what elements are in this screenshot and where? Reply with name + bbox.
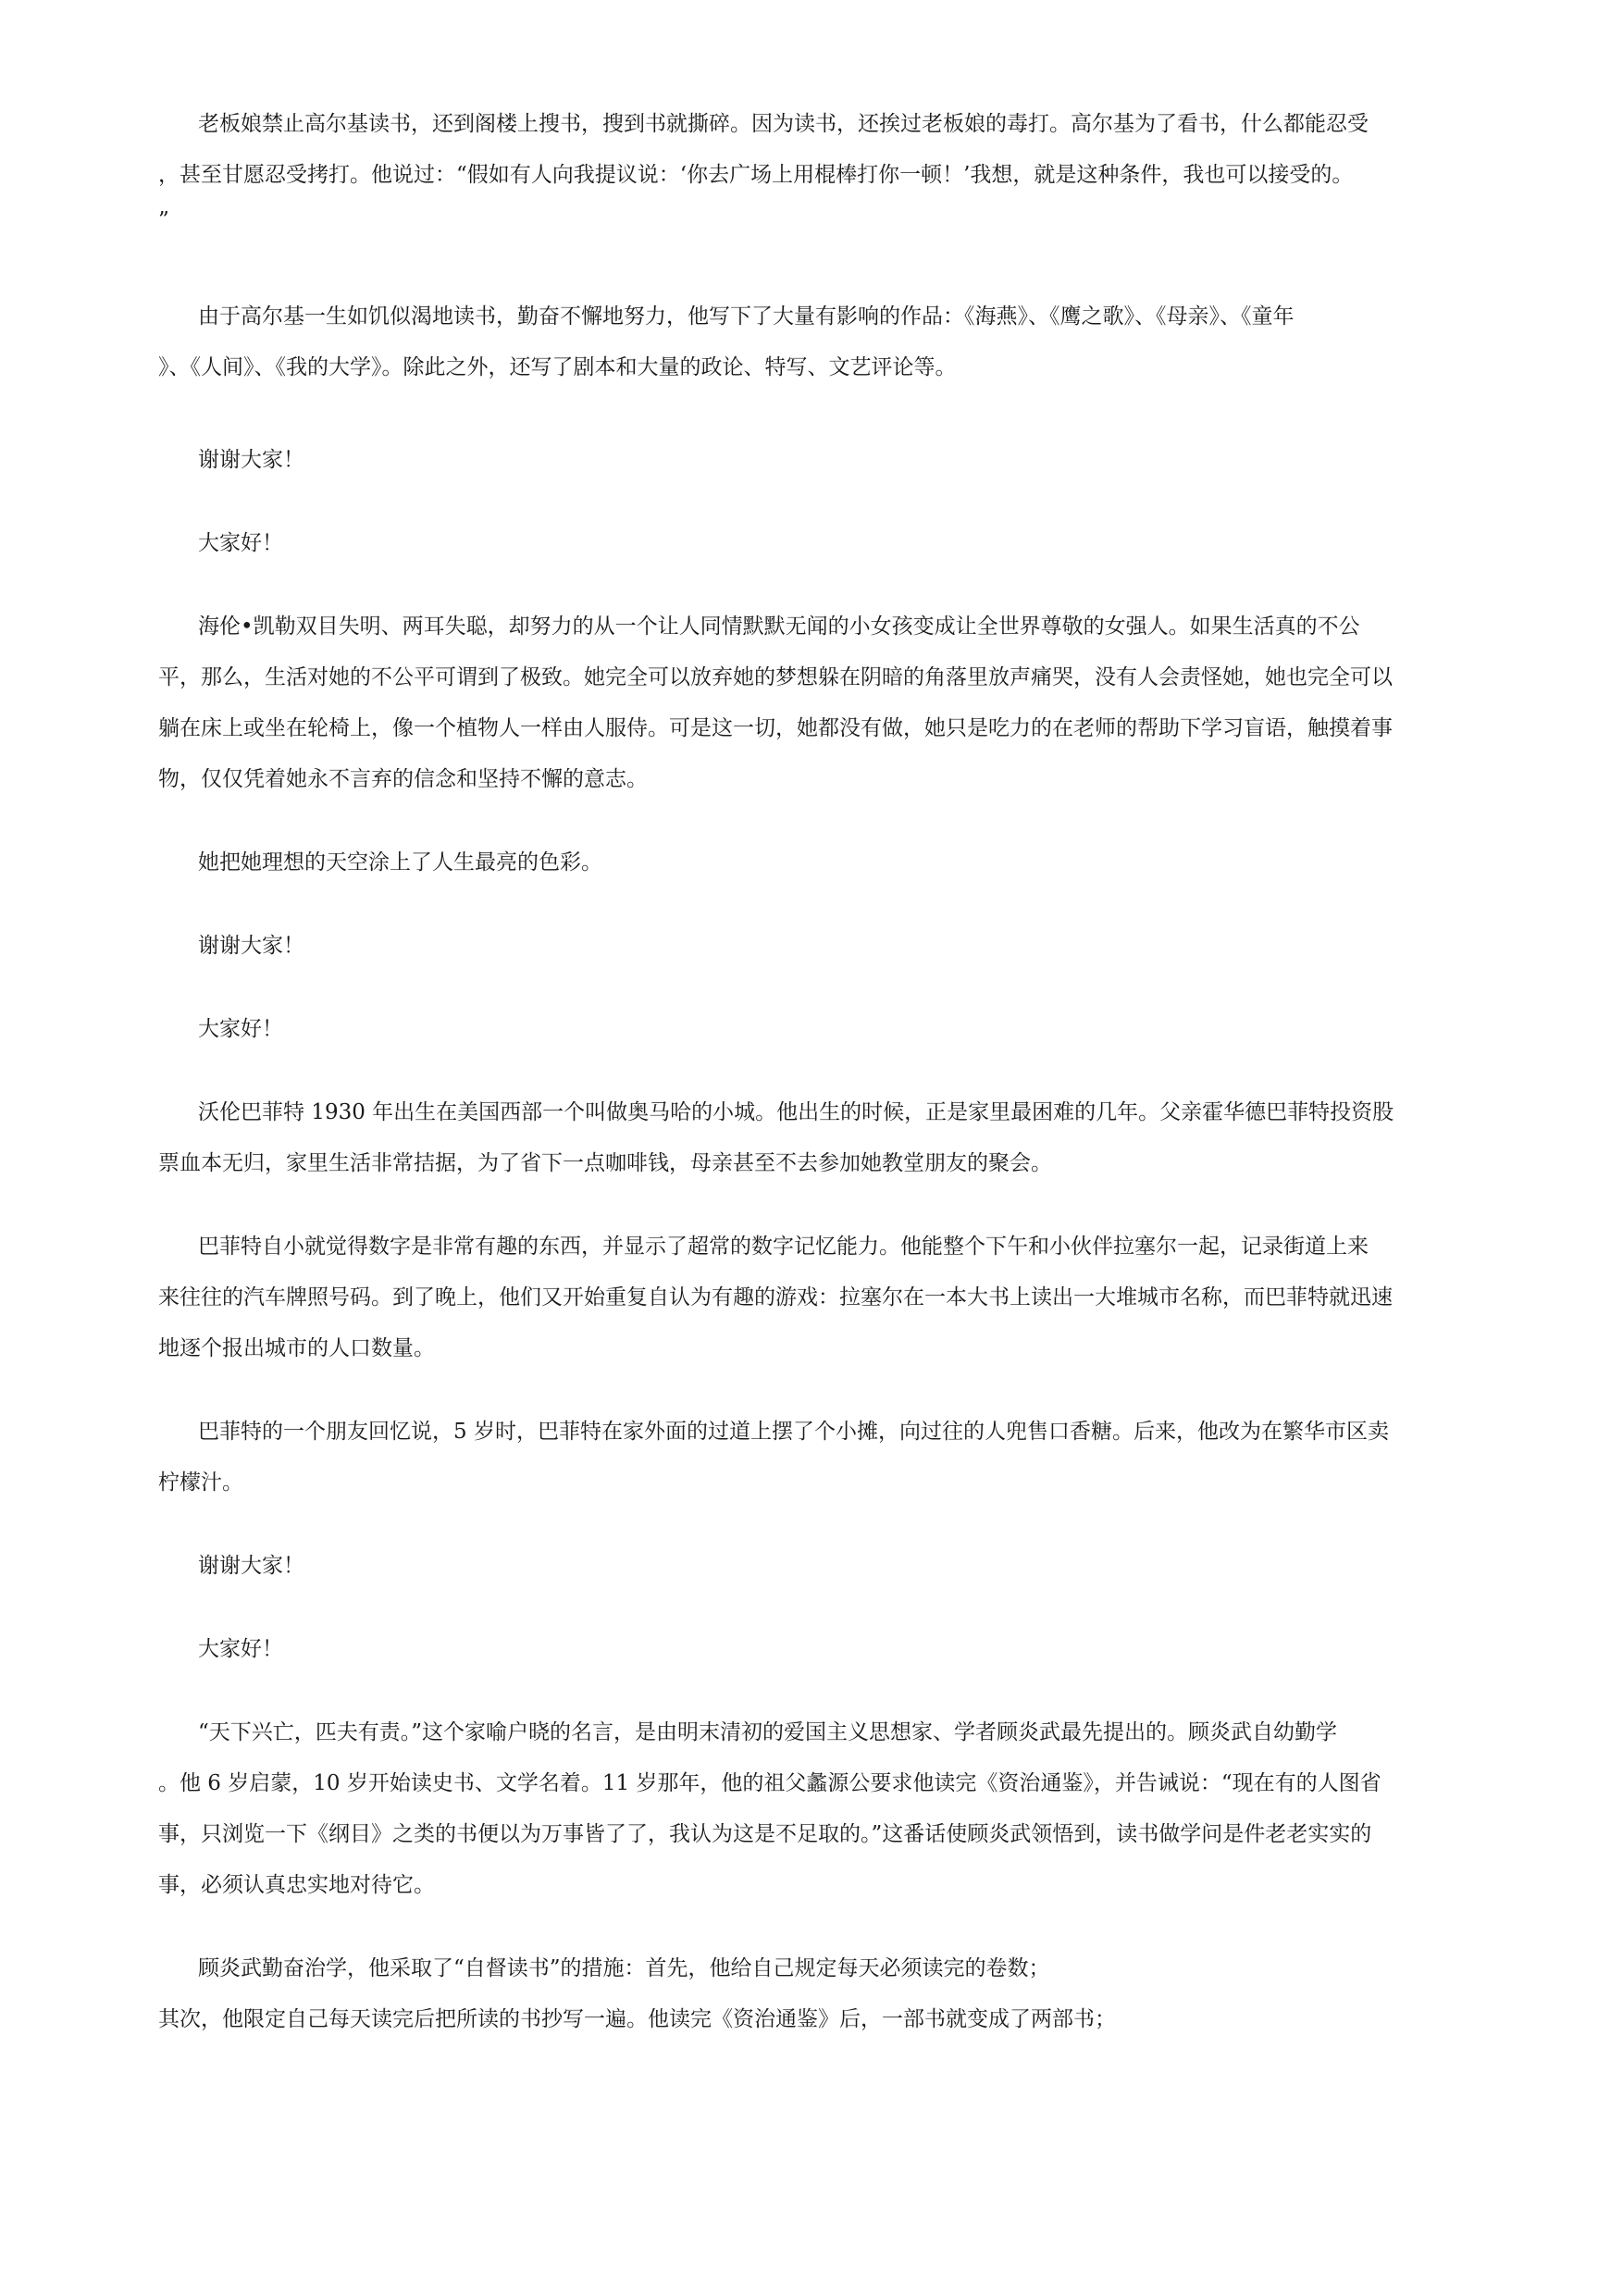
text-line: 事，必须认真忠实地对待它。 bbox=[158, 1873, 435, 1897]
text-line: 谢谢大家！ bbox=[198, 448, 304, 472]
text-line: ” bbox=[158, 208, 169, 232]
text-line: 顾炎武勤奋治学，他采取了“自督读书”的措施：首先，他给自己规定每天必须读完的卷数； bbox=[198, 1956, 1050, 1980]
text-line: 海伦•凯勒双目失明、两耳失聪，却努力的从一个让人同情默默无闻的小女孩变成让全世界尊敬的女强人。如果生活真的不公 bbox=[198, 614, 1360, 639]
text-line: 来往往的汽车牌照号码。到了晚上，他们又开始重复自认为有趣的游戏：拉塞尔在一本大书上读出一大堆城市名称，而巴菲特就迅速 bbox=[158, 1285, 1393, 1309]
text-line: 平，那么，生活对她的不公平可谓到了极致。她完全可以放弃她的梦想躲在阴暗的角落里放声痛哭，没有人会责怪她，她也完全可以 bbox=[158, 665, 1393, 689]
text-line: 事，只浏览一下《纲目》之类的书便以为万事皆了了，我认为这是不足取的。”这番话使顾炎武领悟到，读书做学问是件老老实实的 bbox=[158, 1822, 1372, 1846]
text-line: “天下兴亡，匹夫有责。”这个家喻户晓的名言，是由明末清初的爱国主义思想家、学者顾炎武最先提出的。顾炎武自幼勤学 bbox=[198, 1720, 1338, 1744]
text-line: 大家好！ bbox=[198, 1017, 283, 1041]
text-line: 老板娘禁止高尔基读书，还到阁楼上搜书，搜到书就撕碎。因为读书，还挨过老板娘的毒打。高尔基为了看书，什么都能忍受 bbox=[198, 112, 1369, 136]
text-line: 》、《人间》、《我的大学》。除此之外，还写了剧本和大量的政论、特写、文艺评论等。 bbox=[158, 355, 957, 379]
text-line: 谢谢大家！ bbox=[198, 1554, 304, 1578]
text-line: 大家好！ bbox=[198, 1637, 283, 1661]
text-line: 。他 6 岁启蒙，10 岁开始读史书、文学名着。11 岁那年，他的祖父蠡源公要求他读完《资治通鉴》，并告诫说：“现在有的人图省 bbox=[158, 1771, 1381, 1795]
text-line: 票血本无归，家里生活非常拮据，为了省下一点咖啡钱，母亲甚至不去参加她教堂朋友的聚会。 bbox=[158, 1151, 1052, 1175]
text-line: 物，仅仅凭着她永不言弃的信念和坚持不懈的意志。 bbox=[158, 767, 648, 791]
text-line: ，甚至甘愿忍受拷打。他说过：“假如有人向我提议说：‘你去广场上用棍棒打你一顿！’我想，就是这种条件，我也可以接受的。 bbox=[158, 163, 1354, 187]
text-line: 她把她理想的天空涂上了人生最亮的色彩。 bbox=[198, 850, 602, 875]
text-line: 地逐个报出城市的人口数量。 bbox=[158, 1336, 435, 1360]
text-line: 其次，他限定自己每天读完后把所读的书抄写一遍。他读完《资治通鉴》后，一部书就变成了两部书； bbox=[158, 2007, 1116, 2031]
text-line: 大家好！ bbox=[198, 531, 283, 555]
text-line: 巴菲特的一个朋友回忆说，5 岁时，巴菲特在家外面的过道上摆了个小摊，向过往的人兜售口香糖。后来，他改为在繁华市区卖 bbox=[198, 1420, 1389, 1444]
text-line: 谢谢大家！ bbox=[198, 934, 304, 958]
text-line: 沃伦巴菲特 1930 年出生在美国西部一个叫做奥马哈的小城。他出生的时候，正是家里最困难的几年。父亲霍华德巴菲特投资股 bbox=[198, 1100, 1394, 1124]
text-line: 由于高尔基一生如饥似渴地读书，勤奋不懈地努力，他写下了大量有影响的作品：《海燕》、《鹰之歌》、《母亲》、《童年 bbox=[198, 304, 1295, 329]
text-line: 躺在床上或坐在轮椅上，像一个植物人一样由人服侍。可是这一切，她都没有做，她只是吃力的在老师的帮助下学习盲语，触摸着事 bbox=[158, 716, 1393, 740]
text-line: 柠檬汁。 bbox=[158, 1471, 243, 1495]
text-line: 巴菲特自小就觉得数字是非常有趣的东西，并显示了超常的数字记忆能力。他能整个下午和小伙伴拉塞尔一起，记录街道上来 bbox=[198, 1235, 1369, 1259]
